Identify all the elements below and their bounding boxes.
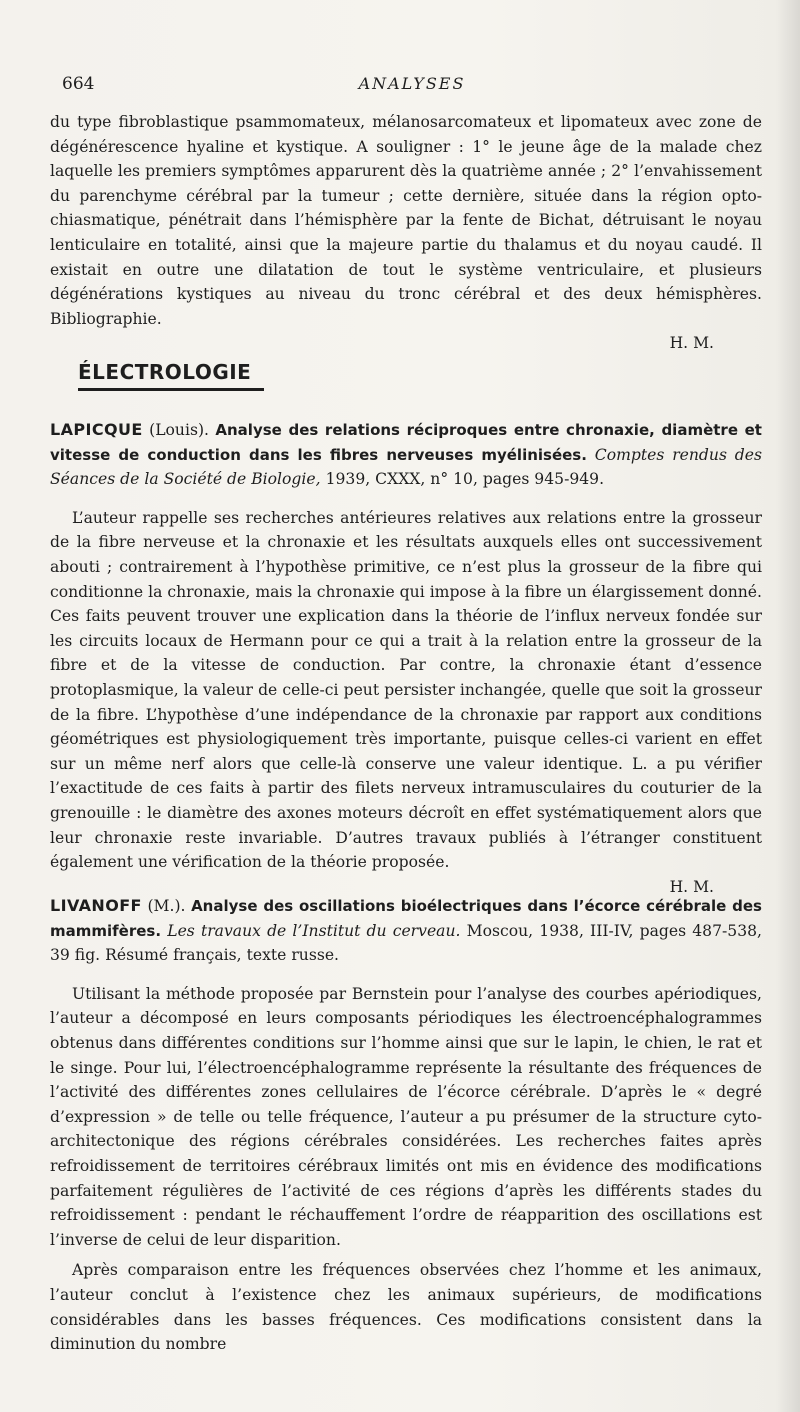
continued-abstract	[50, 110, 762, 356]
continued-paragraph: du type fibroblastique psammomateux, mélanosarcomateux et lipomateux avec zone de dégénérescence hyaline et kystique. A souligner : 1° le jeune âge de la malade chez laquelle les premiers symptômes apparurent dès la quatrième année ; 2° l’envahissement du parenchyme cérébral par la tumeur ; cette dernière, située dans la région opto-chiasmatique, pénétrait dans l’hémisphère par la fente de Bichat, détruisant le noyau lenticulaire en totalité, ainsi que la majeure partie du thalamus et du noyau caudé. Il existait en outre une dilatation de tout le système ventriculaire, et plusieurs dégénérations kystiques au niveau du tronc cérébral et des deux hémisphères. Bibliographie.	[50, 113, 762, 328]
section-title: ÉLECTROLOGIE	[78, 360, 252, 384]
entry-paragraph: Utilisant la méthode proposée par Bernstein pour l’analyse des courbes apériodiques, l’auteur a décomposé en leurs composants périodiques les électroencéphalogrammes obtenus dans différentes conditions sur l’homme ainsi que sur le lapin, le chien, le rat et le singe. Pour lui, l’électroencéphalogramme représente la résultante des fréquences de l’activité des différentes zones cellulaires de l’écorce cérébrale. D’après le « degré d’expression » de telle ou telle fréquence, l’auteur a pu présumer de la structure cyto-architectonique des régions cérébrales considérées. Les recherches faites après refroidissement de territoires cérébraux limités ont mis en évidence des modifications parfaitement régulières de l’activité de ces régions d’après les différents stades du refroidissement : pendant le réchauffement l’ordre de réapparition des oscillations est l’inverse de celui de leur disparition.	[50, 984, 762, 1249]
entry-paragraph: Après comparaison entre les fréquences observées chez l’homme et les animaux, l’auteur conclut à l’existence chez les animaux supérieurs, de modifications considérables dans les basses fréquences. Ces modifications consistent dans la diminution du nombre	[50, 1261, 762, 1354]
entry-signature: H. M.	[669, 877, 714, 896]
entry-author-first: (M.).	[147, 897, 186, 915]
entry-paragraph: L’auteur rappelle ses recherches antérieures relatives aux relations entre la grosseur de la fibre nerveuse et la chronaxie et les résultats auxquels elles ont successivement abouti ; contrairement à l’hypothèse primitive, ce n’est plus la grosseur de la fibre qui conditionne la chronaxie, mais la chronaxie qui impose à la fibre un élargissement donné. Ces faits peuvent trouver une explication dans la théorie de l’influx nerveux fondée sur les circuits locaux de Hermann pour ce qui a trait à la relation entre la grosseur de la fibre et de la vitesse de conduction. Par contre, la chronaxie étant d’essence protoplasmique, la valeur de celle-ci peut persister inchangée, quelle que soit la grosseur de la fibre. L’hypothèse d’une indépendance de la chronaxie par rapport aux conditions géométriques est physiologiquement très importante, puisque celles-ci varient en effet sur un même nerf alors que celle-là conserve une valeur identique. L. a pu vérifier l’exactitude de ces faits à partir des filets nerveux intramusculaires du couturier de la grenouille : le diamètre des axones moteurs décroît en effet systématiquement alors que leur chronaxie reste invariable. D’autres travaux publiés à l’étranger constituent également une vérification de la théorie proposée.	[50, 508, 762, 872]
entry-title: Analyse des oscillations bioélectriques dans l’écorce cérébrale des mammifères.	[50, 897, 762, 940]
entry-author: LIVANOFF	[50, 896, 142, 915]
signature: H. M.	[669, 334, 714, 353]
page-header	[62, 74, 762, 102]
entry-journal: Les travaux de l’Institut du cerveau.	[167, 921, 461, 940]
page-number: 664	[62, 74, 95, 94]
entry-title: Analyse des relations réciproques entre chronaxie, diamètre et vitesse de conduction dans les fibres nerveuses myélinisées.	[50, 421, 762, 464]
entry-citation: Moscou, 1938, III-IV, pages 487-538, 39 fig. Résumé français, texte russe.	[50, 921, 763, 965]
entry-author: LAPICQUE	[50, 420, 143, 439]
entry-journal: Comptes rendus des Séances de la Société de Biologie,	[50, 445, 762, 489]
entry-author-first: (Louis).	[149, 421, 210, 439]
entry-heading	[50, 894, 762, 968]
entry-livanoff	[50, 894, 762, 1357]
section-underline	[78, 388, 264, 391]
running-title: ANALYSES	[358, 74, 466, 93]
section-heading	[78, 358, 268, 391]
entry-heading	[50, 418, 762, 492]
entry-lapicque	[50, 418, 762, 899]
entry-citation: 1939, CXXX, n° 10, pages 945-949.	[325, 470, 605, 489]
